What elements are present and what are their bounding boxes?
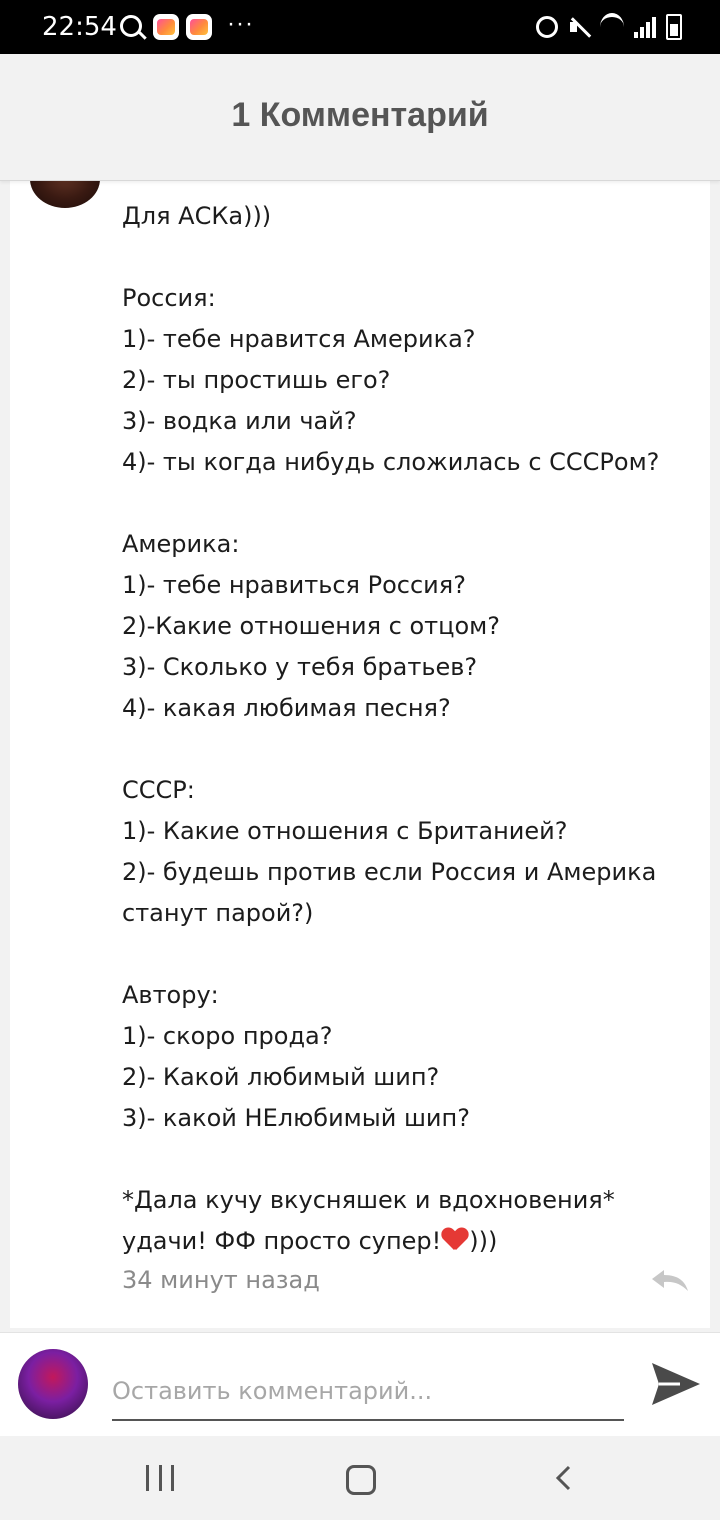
mute-icon [568,16,590,38]
search-icon [120,15,142,37]
wifi-icon [600,13,624,41]
comment-body-suffix: ))) [469,1227,498,1255]
comment-body [122,196,692,1262]
comments-header [0,54,720,181]
reply-icon[interactable] [650,1268,690,1292]
alarm-icon [536,16,558,38]
system-navigation-bar [0,1436,720,1520]
comment-card [10,180,710,1328]
battery-icon [666,14,682,40]
recents-icon[interactable] [146,1465,174,1491]
status-icons [536,14,682,40]
back-icon[interactable] [552,1465,576,1491]
heart-icon [442,1228,468,1252]
status-time: 22:54 [42,12,117,42]
avatar[interactable] [18,1349,88,1419]
home-icon[interactable] [346,1465,376,1495]
app-notification-icon [186,14,212,40]
comment-input[interactable] [112,1363,624,1421]
app-notification-icon [153,14,179,40]
send-icon[interactable] [650,1359,702,1409]
page-title: 1 Комментарий [231,96,489,134]
comment-timestamp: 34 минут назад [122,1266,320,1294]
more-notifications-icon: ··· [227,10,254,37]
comment-composer [0,1332,720,1437]
signal-icon [634,16,656,38]
status-bar [0,0,720,54]
comment-body-text: Для АСКа))) Россия: 1)- тебе нравится Америка? 2)- ты простишь его? 3)- водка или чай? 4)- ты когда нибудь сложилась с СССРом? Америка: 1)- тебе нравиться Россия? 2)-Какие отношения с отцом? 3)- Сколько у тебя братьев? 4)- какая любимая песня? СССР: 1)- Какие отношения с Британией? 2)- будешь против если Россия и Америка станут парой?) Автору: 1)- скоро прода? 2)- Какой любимый шип? 3)- какой НЕлюбимый шип? *Дала кучу вкусняшек и вдохновения* удачи! ФФ просто супер! [122,202,660,1255]
